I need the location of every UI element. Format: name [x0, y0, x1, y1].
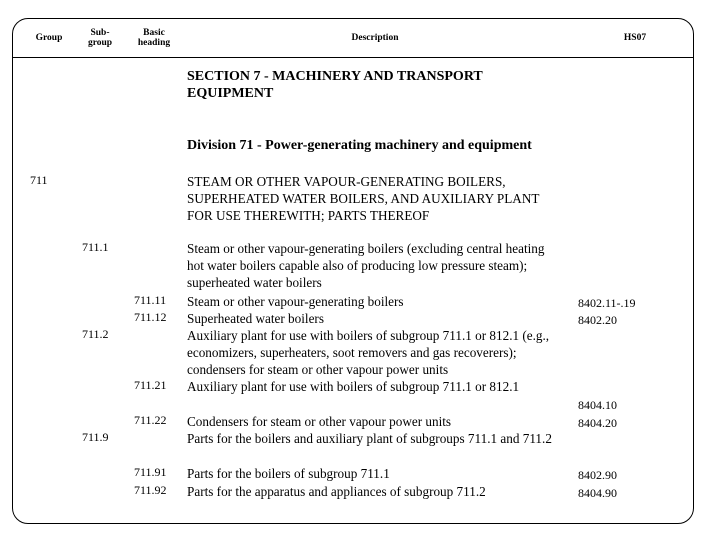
hs-code: 8404.90	[578, 486, 617, 500]
basic-heading-description: Steam or other vapour-generating boilers	[187, 294, 404, 309]
basic-heading-code: 711.92	[134, 483, 167, 497]
subgroup-code: 711.9	[82, 430, 109, 444]
basic-heading-code: 711.22	[134, 413, 167, 427]
basic-heading-code: 711.21	[134, 378, 167, 392]
division-title: Division 71 - Power-generating machinery and equipment	[187, 138, 532, 153]
basic-heading-description: Auxiliary plant for use with boilers of subgroup 711.1 or 812.1	[187, 379, 520, 394]
basic-heading-description: Parts for the boilers of subgroup 711.1	[187, 466, 390, 481]
subgroup-code: 711.1	[82, 240, 109, 254]
hs-code: 8404.20	[578, 416, 617, 430]
basic-heading-description: Superheated water boilers	[187, 311, 324, 326]
basic-heading-code: 711.91	[134, 465, 167, 479]
header-group: Group	[35, 33, 63, 43]
basic-heading-code: 711.12	[134, 310, 167, 324]
group-code: 711	[30, 173, 48, 187]
subgroup-description: Parts for the boilers and auxiliary plant of subgroups 711.1 and 711.2	[187, 431, 552, 446]
section-title: SECTION 7 - MACHINERY AND TRANSPORT EQUIPMENT	[187, 69, 483, 101]
basic-heading-code: 711.11	[134, 293, 167, 307]
subgroup-description: Auxiliary plant for use with boilers of subgroup 711.1 or 812.1 (e.g., economizers, superheaters, soot removers and gas recoverers); condensers for steam or other vapour power units	[187, 328, 550, 377]
subgroup-code: 711.2	[82, 327, 109, 341]
hs-code: 8402.11-.19	[578, 296, 636, 310]
header-subgroup: Sub- group	[87, 28, 113, 48]
group-description: STEAM OR OTHER VAPOUR-GENERATING BOILERS, SUPERHEATED WATER BOILERS, AND AUXILIARY PLANT FOR USE THEREWITH; PARTS THEREOF	[187, 174, 540, 223]
hs-code: 8402.90	[578, 468, 617, 482]
hs-code: 8402.20	[578, 313, 617, 327]
header-hs07: HS07	[623, 33, 647, 43]
header-basic-heading: Basic heading	[137, 28, 171, 48]
basic-heading-description: Condensers for steam or other vapour power units	[187, 414, 452, 429]
header-description: Description	[351, 33, 399, 43]
header-divider	[12, 57, 694, 58]
subgroup-description: Steam or other vapour-generating boilers (excluding central heating hot water boilers capable also of producing low pressure steam); superheated water boilers	[187, 241, 545, 290]
hs-code: 8404.10	[578, 398, 617, 412]
basic-heading-description: Parts for the apparatus and appliances of subgroup 711.2	[187, 484, 486, 499]
